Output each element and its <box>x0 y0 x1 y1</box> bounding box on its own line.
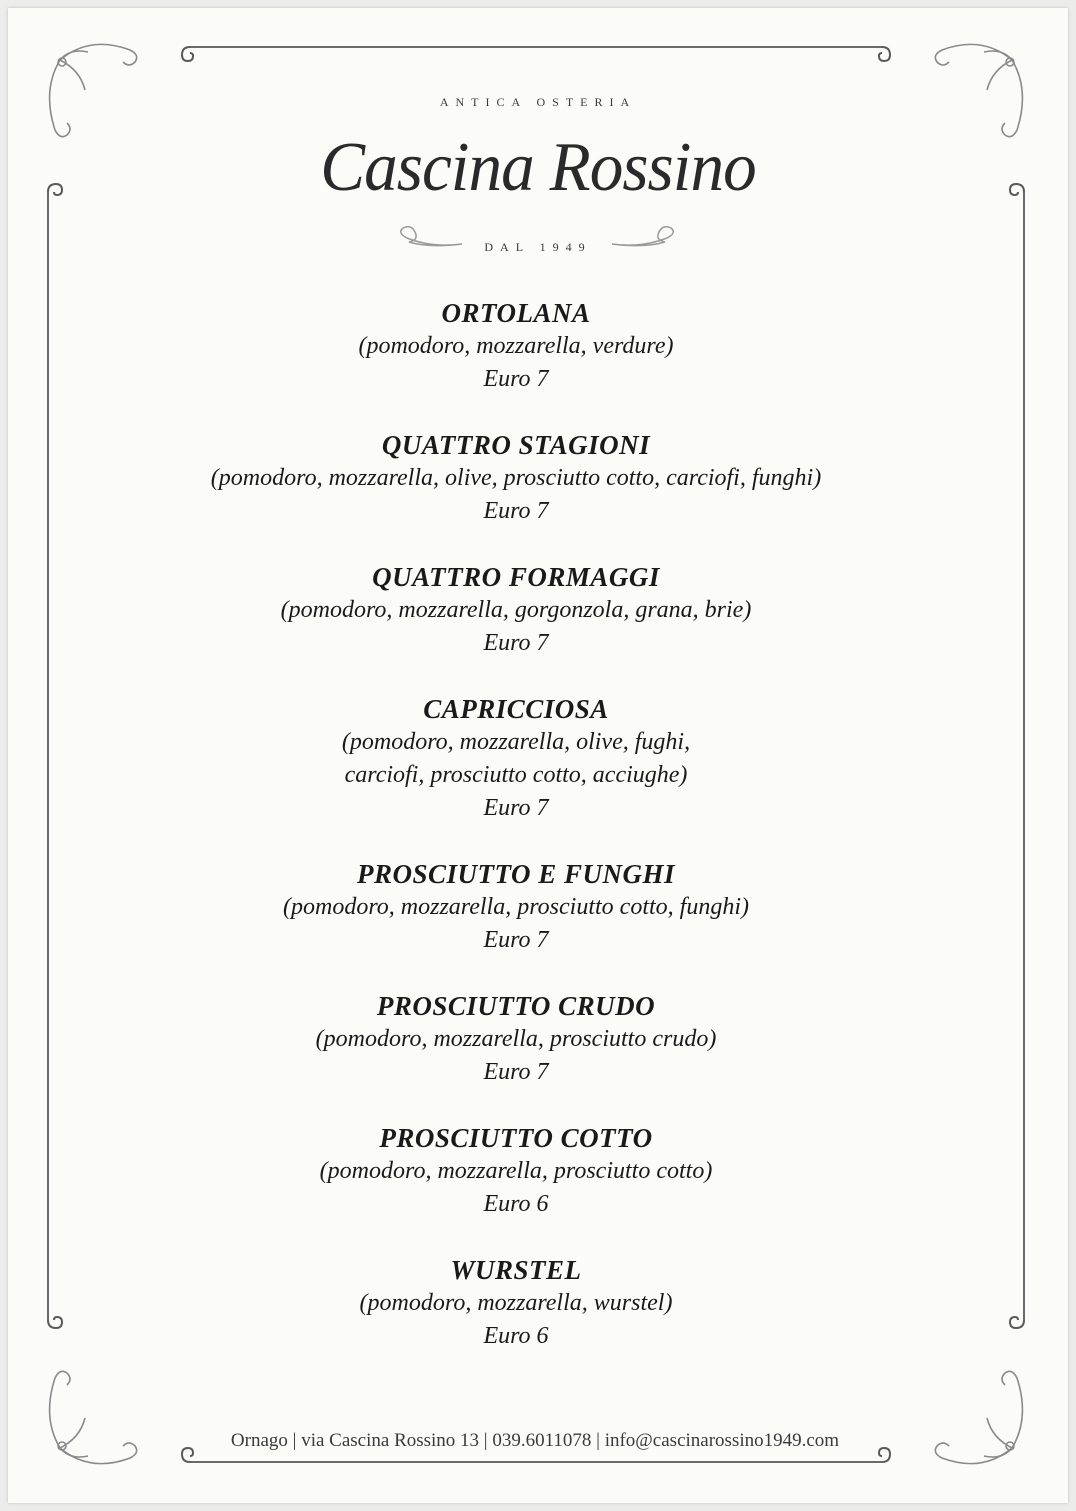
menu-item-price: Euro 6 <box>483 1323 549 1349</box>
menu-item-name: PROSCIUTTO CRUDO <box>376 991 656 1021</box>
menu-item-description: (pomodoro, mozzarella, prosciutto crudo) <box>315 1026 717 1052</box>
pizza-menu-list <box>0 296 1032 1385</box>
menu-item <box>0 428 1032 528</box>
menu-item-name: QUATTRO FORMAGGI <box>372 562 660 592</box>
menu-item <box>0 857 1032 957</box>
menu-item <box>0 989 1032 1089</box>
menu-item-price: Euro 7 <box>483 630 549 656</box>
header-established: DAL 1949 <box>484 240 592 254</box>
menu-item <box>0 1253 1032 1353</box>
menu-item <box>0 560 1032 660</box>
menu-item <box>0 692 1032 825</box>
restaurant-logo: Cascina Rossino <box>320 129 756 206</box>
menu-item <box>0 1121 1032 1221</box>
menu-item-price: Euro 6 <box>483 1191 549 1217</box>
menu-item-name: QUATTRO STAGIONI <box>381 430 651 460</box>
menu-item-description: (pomodoro, mozzarella, olive, fughi, <box>341 729 691 755</box>
menu-item-description: (pomodoro, mozzarella, prosciutto cotto, funghi) <box>283 894 749 920</box>
menu-item-description: (pomodoro, mozzarella, verdure) <box>358 333 674 359</box>
menu-item-price: Euro 7 <box>483 927 549 953</box>
menu-item-name: ORTOLANA <box>441 298 591 328</box>
menu-item-price: Euro 7 <box>483 366 549 392</box>
menu-item-description: (pomodoro, mozzarella, prosciutto cotto) <box>319 1158 713 1184</box>
menu-item-description: (pomodoro, mozzarella, wurstel) <box>359 1290 673 1316</box>
menu-item-name: PROSCIUTTO COTTO <box>379 1123 653 1153</box>
menu-item-price: Euro 7 <box>483 795 549 821</box>
header-subtitle: ANTICA OSTERIA <box>439 95 637 109</box>
footer-contact: Ornago | via Cascina Rossino 13 | 039.6011078 | info@cascinarossino1949.com <box>230 1430 840 1451</box>
menu-item-description: carciofi, prosciutto cotto, acciughe) <box>344 762 688 788</box>
menu-item-name: WURSTEL <box>450 1255 582 1285</box>
menu-item-description: (pomodoro, mozzarella, olive, prosciutto cotto, carciofi, funghi) <box>210 465 822 491</box>
menu-item <box>0 296 1032 396</box>
menu-item-name: PROSCIUTTO E FUNGHI <box>356 859 676 889</box>
menu-item-price: Euro 7 <box>483 1059 549 1085</box>
menu-item-description: (pomodoro, mozzarella, gorgonzola, grana, brie) <box>280 597 752 623</box>
menu-item-name: CAPRICCIOSA <box>423 694 609 724</box>
menu-item-price: Euro 7 <box>483 498 549 524</box>
